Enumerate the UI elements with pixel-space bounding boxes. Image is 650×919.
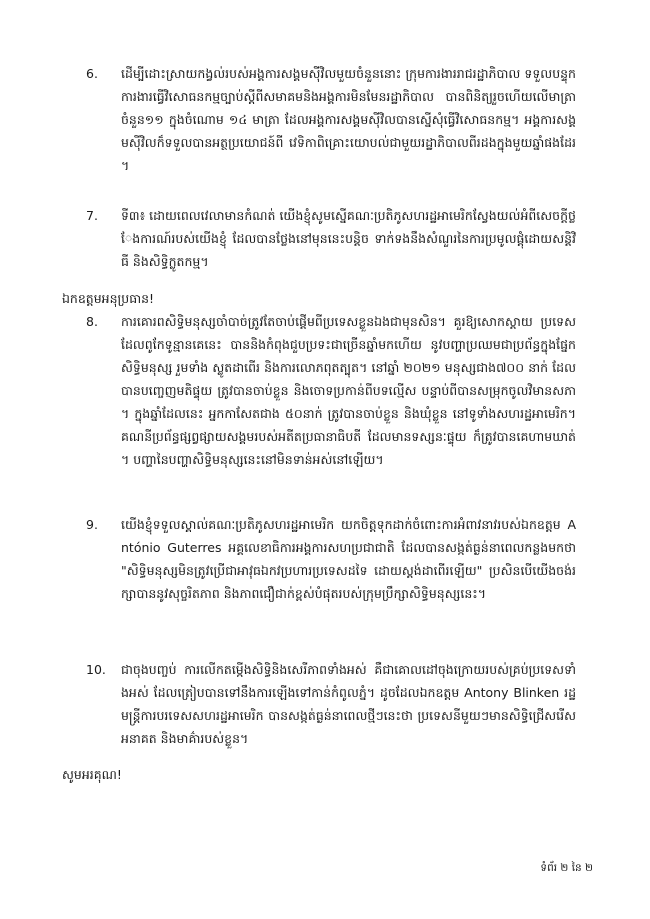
paragraph-number: 9. xyxy=(86,517,98,532)
paragraph-text: ទី៣៖ ដោយពេលវេលាមានកំណត់ យើងខ្ញុំសូមស្នើគណៈប្រតិភូសហរដ្ឋអាមេរិកស្វែងយល់អំពីសេចក្តីថ្លែងការណ៍របស់យើងខ្ញុំ ដែលបានថ្លែងនៅមុននេះបន្តិច ទាក់ទងនឹងសំណួរនៃការប្រមូលផ្តុំដោយសន្តិវិធី និងសិទ្ធិក្លូតកម្ម។ xyxy=(121,208,576,269)
address-vice-president: ឯកឧត្តមអនុប្រធាន! xyxy=(62,291,155,306)
paragraph-number: 10. xyxy=(86,662,106,677)
paragraph-text: ដើម្បីដោះស្រាយកង្វល់របស់អង្គការសង្គមស៊ីវិលមួយចំនួននោះ ក្រុមការងាររាជរដ្ឋាភិបាល ទទួលបន្ទុកការងារធ្វើវិសោធនកម្មច្បាប់ស្តីពីសមាគមនិងអង្គការមិនមែនរដ្ឋាភិបាល បានពិនិត្យរួចហើយលើមាត្រាចំនួន១១ ក្នុងចំណោម ១៤ មាត្រា ដែលអង្គការសង្គមស៊ីវិលបានស្នើសុំធ្វើវិសោធនកម្ម។ អង្គការសង្គមស៊ីវិលក៏ទទួលបានអត្ថប្រយោជន៍ពី វេទិកាពិគ្រោះយោបល់ជាមួយរដ្ឋាភិបាលពីរដងក្នុងមួយឆ្នាំផងដែរ។ xyxy=(121,66,576,173)
page-number: ទំព័រ ២ នៃ ២ xyxy=(540,862,593,874)
paragraph-text: យើងខ្ញុំទទួលស្គាល់គណៈប្រតិភូសហរដ្ឋអាមេរិក យកចិត្តទុកដាក់ចំពោះការអំពាវនាវរបស់ឯកឧត្តម António Guterres អគ្គលេខាធិការអង្គការសហប្រជាជាតិ ដែលបានសង្កត់ធ្ងន់នាពេលកន្លងមកថា "សិទ្ធិមនុស្សមិនត្រូវប្រើជាអាវុធឯកវប្រហារប្រទេសដទៃ ដោយស្តង់ដាពើរឡើយ" ប្រសិនបើយើងចង់រក្សាបាននូវសុច្ចរិតភាព និងភាពជឿជាក់ខ្ពស់បំផុតរបស់ក្រុមប្រឹក្សាសិទ្ធិមនុស្សនេះ។ xyxy=(121,517,576,601)
paragraph-number: 6. xyxy=(86,66,98,81)
paragraph-number: 7. xyxy=(86,208,98,223)
closing-thanks: សូមអរគុណ! xyxy=(62,767,122,782)
paragraph-text: ការគោរពសិទ្ធិមនុស្សចាំបាច់ត្រូវតែចាប់ផ្តើមពីប្រទេសខ្លួនឯងជាមុនសិន។ គួរឱ្យសោកស្តាយ ប្រទេសដែលពូកែទូន្មានគេនេះ បាននិងកំពុងជួបប្រទះជាច្រើនឆ្នាំមកហើយ នូវបញ្ហាប្រឈមជាប្រព័ន្ធក្នុងផ្នែកសិទ្ធិមនុស្ស រួមទាំង ស្លូតដាពើរ និងការលោភពុតត្បុត។ នៅឆ្នាំ ២០២១ មនុស្សជាង៧០០ នាក់ ដែលបានបញ្ចេញមតិផ្ទុយ ត្រូវបានចាប់ខ្លួន និងចោទប្រកាន់ពីបទល្មើស បន្ទាប់ពីបានសម្រុកចូលវិមានសភា។ ក្នុងឆ្នាំដែលនេះ អ្នកកាសែតជាង ៥០នាក់ ត្រូវបានចាប់ខ្លួន និងឃុំខ្លួន នៅទូទាំងសហរដ្ឋអាមេរិក។ គណនីប្រព័ន្ធផ្សព្វផ្សាយសង្គមរបស់អតីតប្រធានាធិបតី ដែលមានទស្សនៈផ្ទុយ ក៏ត្រូវបានគេហាមឃាត់។ បញ្ហានៃបញ្ហាសិទ្ធិមនុស្សនេះនៅមិនទាន់អស់នៅឡើយ។ xyxy=(121,314,576,467)
paragraph-number: 8. xyxy=(86,314,98,329)
paragraph-text: ជាចុងបញ្ចប់ ការលើកតម្កើងសិទ្ធិនិងសេរីភាពទាំងអស់ គឺជាគោលដៅចុងក្រោយរបស់គ្រប់ប្រទេសទាំងអស់ ដែលត្រៀបបានទៅនឹងការឡើងទៅកាន់កំពូលភ្នំ។ ដូចដែលឯកឧត្តម Antony Blinken រដ្ឋមន្ត្រីការបរទេសសហរដ្ឋអាមេរិក បានសង្កត់ធ្ងន់នាពេលថ្មីៗនេះថា ប្រទេសនីមួយៗមានសិទ្ធិជ្រើសរើសអនាគត និងមាគ៌ារបស់ខ្លួន។ xyxy=(121,662,576,746)
